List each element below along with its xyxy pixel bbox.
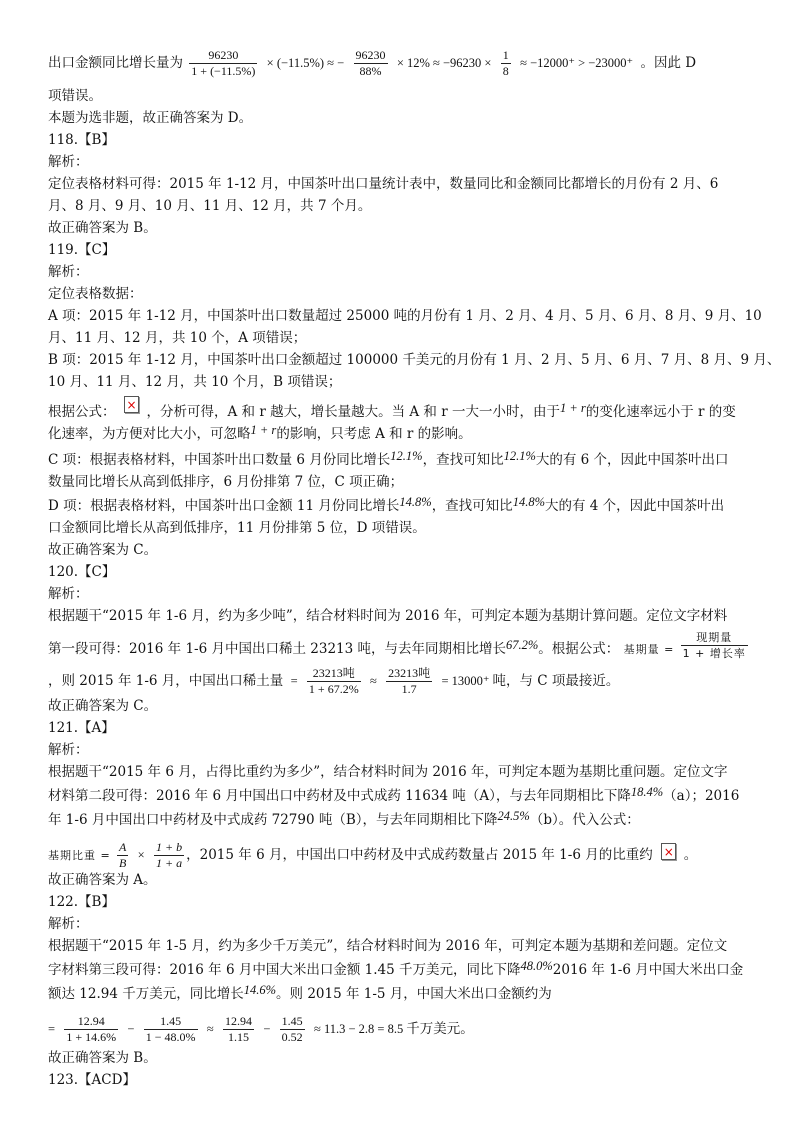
numerator: 1 + b: [156, 840, 183, 854]
paragraph: [48, 984, 552, 1004]
paragraph: 项错误。: [48, 88, 102, 104]
math-text: =: [48, 1022, 56, 1036]
broken-image-icon: [661, 843, 676, 860]
math-text: × (−11.5%) ≈ −: [266, 56, 345, 70]
answer-line: 故正确答案为 B。: [48, 1050, 157, 1066]
fraction: [280, 1014, 305, 1045]
math-text: = 13000⁺: [441, 674, 490, 688]
text: 的变化速率远小于 r 的变: [585, 404, 736, 420]
question-number: 123.【ACD】: [48, 1072, 136, 1088]
paragraph: 根据题干“2015 年 1-6 月，约为多少吨”，结合材料时间为 2016 年，可判定本题为基期计算问题。定位文字材料: [48, 608, 728, 624]
text: ，分析可得，A 和 r 越大，增长量越大。当 A 和 r 一大一小时，由于: [146, 404, 560, 420]
paragraph: [48, 402, 736, 422]
math-inline: 14.8%: [399, 495, 432, 509]
paragraph: [48, 424, 472, 444]
math-inline: 14.8%: [512, 495, 545, 509]
denominator: 1.15: [228, 1030, 250, 1044]
question-number: 122.【B】: [48, 894, 115, 910]
text: 材料第二段可得：2016 年 6 月中国出口中药材及中式成药 11634 吨（A），与去年同期相比下降: [48, 788, 631, 804]
fraction: [154, 840, 184, 871]
question-number: 118.【B】: [48, 132, 115, 148]
question-number: 120.【C】: [48, 564, 116, 580]
text: ，查找可知比: [422, 452, 504, 468]
text: ，则 2015 年 1-6 月，中国出口稀土量: [48, 673, 284, 689]
paragraph: 本题为选非题，故正确答案为 D。: [48, 110, 253, 126]
math-inline: 48.0%: [520, 959, 553, 973]
paragraph: B 项：2015 年 1-12 月，中国茶叶出口金额超过 100000 千美元的月份有 1 月、2 月、5 月、6 月、7 月、8 月、9 月、: [48, 352, 781, 368]
numerator: 23213吨: [307, 666, 361, 682]
fraction: [223, 1014, 254, 1045]
paragraph: 10 月、11 月、12 月，共 10 个月，B 项错误；: [48, 374, 342, 390]
numerator: 96230: [355, 48, 386, 62]
numerator: 1.45: [281, 1014, 303, 1028]
math-text: ≈: [369, 674, 377, 688]
fraction: [64, 1014, 118, 1045]
text: 大的有 6 个，因此中国茶叶出口: [535, 452, 729, 468]
denominator: 1 + 67.2%: [308, 682, 359, 696]
paragraph: 月、11 月、12 月，共 10 个，A 项错误；: [48, 330, 307, 346]
answer-line: 故正确答案为 C。: [48, 698, 158, 714]
denominator: 1 + a: [156, 856, 183, 870]
analysis-label: 解析：: [48, 154, 89, 170]
text: C 项：根据表格材料，中国茶叶出口数量 6 月份同比增长: [48, 452, 391, 468]
text: 的影响，只考虑 A 和 r 的影响。: [276, 426, 472, 442]
numerator: 1: [502, 48, 509, 62]
text: ，查找可知比: [431, 498, 513, 514]
fraction: [681, 630, 748, 661]
paragraph: [48, 810, 640, 830]
math-text: ≈: [206, 1022, 214, 1036]
math-text: −: [127, 1022, 135, 1036]
answer-line: 故正确答案为 C。: [48, 542, 158, 558]
analysis-label: 解析：: [48, 264, 89, 280]
denominator: B: [119, 856, 127, 870]
text: 化速率，为方便对比大小，可忽略: [48, 426, 251, 442]
denominator: 1 + 14.6%: [66, 1030, 117, 1044]
text: 根据公式：: [48, 404, 116, 420]
numerator: 12.94: [225, 1014, 253, 1028]
formula-line-1: [48, 48, 696, 79]
numerator: 1.45: [144, 1014, 198, 1030]
text: 额达 12.94 千万美元，同比增长: [48, 986, 244, 1002]
numerator: 96230: [189, 48, 257, 64]
question-number: 121.【A】: [48, 720, 115, 736]
numerator: 12.94: [64, 1014, 118, 1030]
math-text: −: [263, 1022, 271, 1036]
formula-line: [48, 1014, 474, 1045]
fraction: [307, 666, 361, 697]
text: 。因此 D: [640, 55, 697, 71]
paragraph: [48, 786, 739, 806]
broken-image-icon: [124, 396, 139, 413]
math-inline: 14.6%: [243, 983, 277, 997]
paragraph: [48, 450, 729, 470]
fraction: [117, 840, 128, 871]
text: 第一段可得：2016 年 1-6 月中国出口稀土 23213 吨，与去年同期相比增长: [48, 641, 506, 657]
math-inline: 12.1%: [390, 449, 423, 463]
question-number: 119.【C】: [48, 242, 116, 258]
fraction: [189, 48, 257, 79]
formula-label: 基期量 =: [623, 643, 675, 656]
text: 2016 年 1-6 月中国大米出口金: [552, 962, 744, 978]
math-text: ≈ 11.3 − 2.8 = 8.5: [313, 1022, 404, 1036]
text: 字材料第三段可得：2016 年 6 月中国大米出口金额 1.45 千万美元，同比下降: [48, 962, 521, 978]
paragraph: A 项：2015 年 1-12 月，中国茶叶出口数量超过 25000 吨的月份有 1 月、2 月、4 月、5 月、6 月、8 月、9 月、10: [48, 308, 762, 324]
math-text: ×: [137, 848, 145, 862]
analysis-label: 解析：: [48, 916, 89, 932]
denominator: 1.7: [401, 682, 417, 696]
math-inline: 67.2%: [506, 638, 539, 652]
fraction: [386, 666, 432, 697]
text: （a）；2016: [663, 788, 740, 804]
text: 。: [683, 847, 698, 863]
text: 吨，与 C 项最接近。: [492, 673, 620, 689]
paragraph: 根据题干“2015 年 6 月，占得比重约为多少”，结合材料时间为 2016 年，可判定本题为基期比重问题。定位文字: [48, 764, 728, 780]
denominator: 1 + 增长率: [682, 647, 746, 660]
math-inline: 24.5%: [497, 809, 530, 823]
denominator: 1 − 48.0%: [145, 1030, 196, 1044]
analysis-label: 解析：: [48, 742, 89, 758]
denominator: 88%: [359, 64, 382, 78]
paragraph: 根据题干“2015 年 1-5 月，约为多少千万美元”，结合材料时间为 2016 年，可判定本题为基期和差问题。定位文: [48, 938, 728, 954]
denominator: 0.52: [281, 1030, 303, 1044]
fraction: [354, 48, 388, 79]
answer-line: 故正确答案为 A。: [48, 872, 157, 888]
math-inline: 18.4%: [630, 785, 664, 799]
paragraph: [48, 960, 743, 980]
paragraph: 定位表格材料可得：2015 年 1-12 月，中国茶叶出口量统计表中，数量同比和金额同比都增长的月份有 2 月、6: [48, 176, 719, 192]
text: ，2015 年 6 月，中国出口中药材及中式成药数量占 2015 年 1-6 月的比重约: [186, 847, 653, 863]
paragraph: [48, 631, 750, 665]
text: （b）。代入公式：: [529, 812, 640, 828]
paragraph: [48, 496, 724, 516]
text: 。则 2015 年 1-5 月，中国大米出口金额约为: [276, 986, 552, 1002]
numerator: 现期量: [681, 630, 748, 646]
math-inline: 12.1%: [503, 449, 536, 463]
text: 千万美元。: [406, 1021, 474, 1037]
answer-line: 故正确答案为 B。: [48, 220, 157, 236]
paragraph: [48, 840, 697, 871]
paragraph: 数量同比增长从高到低排序，6 月份排第 7 位，C 项正确；: [48, 474, 404, 490]
text: 出口金额同比增长量为: [48, 55, 183, 71]
math-text: ≈ −12000⁺ > −23000⁺: [520, 56, 634, 70]
text: 。根据公式：: [538, 641, 620, 657]
paragraph: [48, 666, 619, 697]
paragraph: 定位表格数据：: [48, 286, 143, 302]
denominator: 1 + (−11.5%): [191, 64, 256, 78]
text: 大的有 4 个，因此中国茶叶出: [544, 498, 725, 514]
math-inline: 1 + r: [559, 401, 586, 415]
numerator: A: [119, 840, 127, 854]
denominator: 8: [502, 64, 509, 78]
text: 年 1-6 月中国出口中药材及中式成药 72790 吨（B），与去年同期相比下降: [48, 812, 498, 828]
formula-label: 基期比重 =: [48, 849, 111, 862]
text: D 项：根据表格材料，中国茶叶出口金额 11 月份同比增长: [48, 498, 400, 514]
math-text: =: [290, 674, 298, 688]
math-inline: 1 + r: [250, 423, 277, 437]
analysis-label: 解析：: [48, 586, 89, 602]
numerator: 23213吨: [388, 666, 431, 680]
paragraph: 月、8 月、9 月、10 月、11 月、12 月，共 7 个月。: [48, 198, 372, 214]
fraction: [144, 1014, 198, 1045]
paragraph: 口金额同比增长从高到低排序，11 月份排第 5 位，D 项错误。: [48, 520, 426, 536]
fraction: [501, 48, 511, 79]
math-text: × 12% ≈ −96230 ×: [396, 56, 492, 70]
